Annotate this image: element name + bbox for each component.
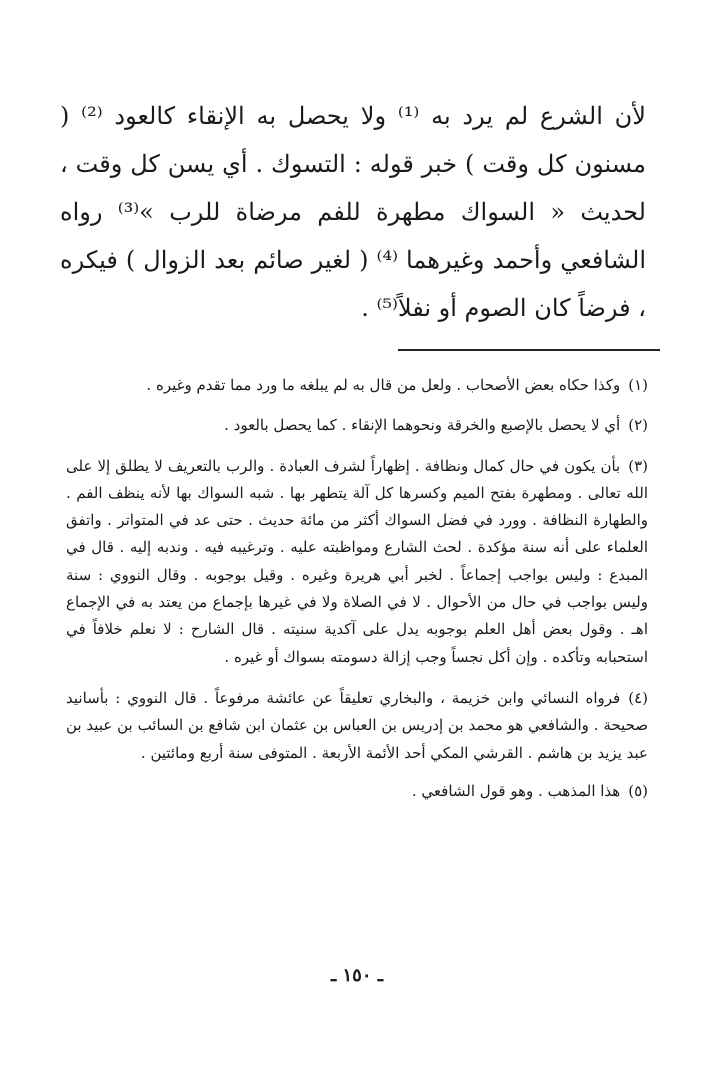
main-paragraph: لأن الشرع لم يرد به ⁽¹⁾ ولا يحصل به الإنقاء كالعود ⁽²⁾ ( مسنون كل وقت ) خبر قوله : التسوك . أي يسن كل وقت ، لحديث « السواك مطهرة للفم مرضاة للرب »⁽³⁾ رواه الشافعي وأحمد وغيرهما ⁽⁴⁾ ( لغير صائم بعد الزوال ) فيكره ، فرضاً كان الصوم أو نفلاً⁽⁵⁾ .	[60, 102, 646, 322]
footnote-separator	[398, 349, 660, 351]
footnote-number: (٤)	[628, 688, 648, 707]
footnotes	[66, 372, 648, 818]
main-text	[60, 92, 646, 332]
footnote-1	[66, 372, 648, 399]
footnote-number: (٣)	[628, 456, 648, 475]
footnote-text: وكذا حكاه بعض الأصحاب . ولعل من قال به لم يبلغه ما ورد مما تقدم وغيره .	[146, 376, 621, 394]
footnote-text: أي لا يحصل بالإصبع والخرقة ونحوهما الإنقاء . كما يحصل بالعود .	[224, 416, 621, 435]
footnote-text: بأن يكون في حال كمال ونظافة . إظهاراً لشرف العبادة . والرب بالتعريف لا يطلق إلا على الله تعالى . ومطهرة بفتح الميم وكسرها كل آلة يتطهر بها . شبه السواك بها لأنه ينظف الفم . والطهارة النظافة . وورد في فضل السواك أكثر من مائة حديث . حتى عد في المتواتر . واتفق العلماء على أنه سنة مؤكدة . لحث الشارع ومواظبته عليه . وترغيبه فيه . وندبه إليه . قال في المبدع : وليس بواجب إجماعاً . لخبر أبي هريرة وغيره . وقيل بوجوبه . وقال النووي : سنة وليس بواجب في حال من الأحوال . لا في الصلاة ولا في غيرها بإجماع من يعتد به في الإجماع اهـ . وقول بعض أهل العلم بوجوبه يدل على آكدية سنيته . قال الشارح : لا نعلم خلافاً في استحبابه وتأكده . وإن أكل نجساً وجب إزالة دسومته بسواك أو غيره .	[66, 456, 648, 666]
footnote-3	[66, 453, 648, 671]
page-number: ـ ١٥٠ ـ	[330, 965, 384, 986]
footnote-number: (٥)	[628, 781, 648, 800]
footnote-number: (٢)	[628, 416, 648, 435]
footnote-number: (١)	[628, 376, 648, 394]
footnote-2	[66, 412, 648, 439]
footnote-4	[66, 685, 648, 767]
footnote-text: هذا المذهب . وهو قول الشافعي .	[411, 781, 621, 800]
footnote-5	[66, 778, 648, 805]
footnote-text: فرواه النسائي وابن خزيمة ، والبخاري تعليقاً عن عائشة مرفوعاً . قال النووي : بأسانيد صحيحة . والشافعي هو محمد بن إدريس بن العباس بن عثمان ابن شافع بن السائب بن عبيد بن عبد يزيد بن هاشم . القرشي المكي أحد الأئمة الأربعة . المتوفى سنة أربع ومائتين .	[66, 688, 648, 762]
